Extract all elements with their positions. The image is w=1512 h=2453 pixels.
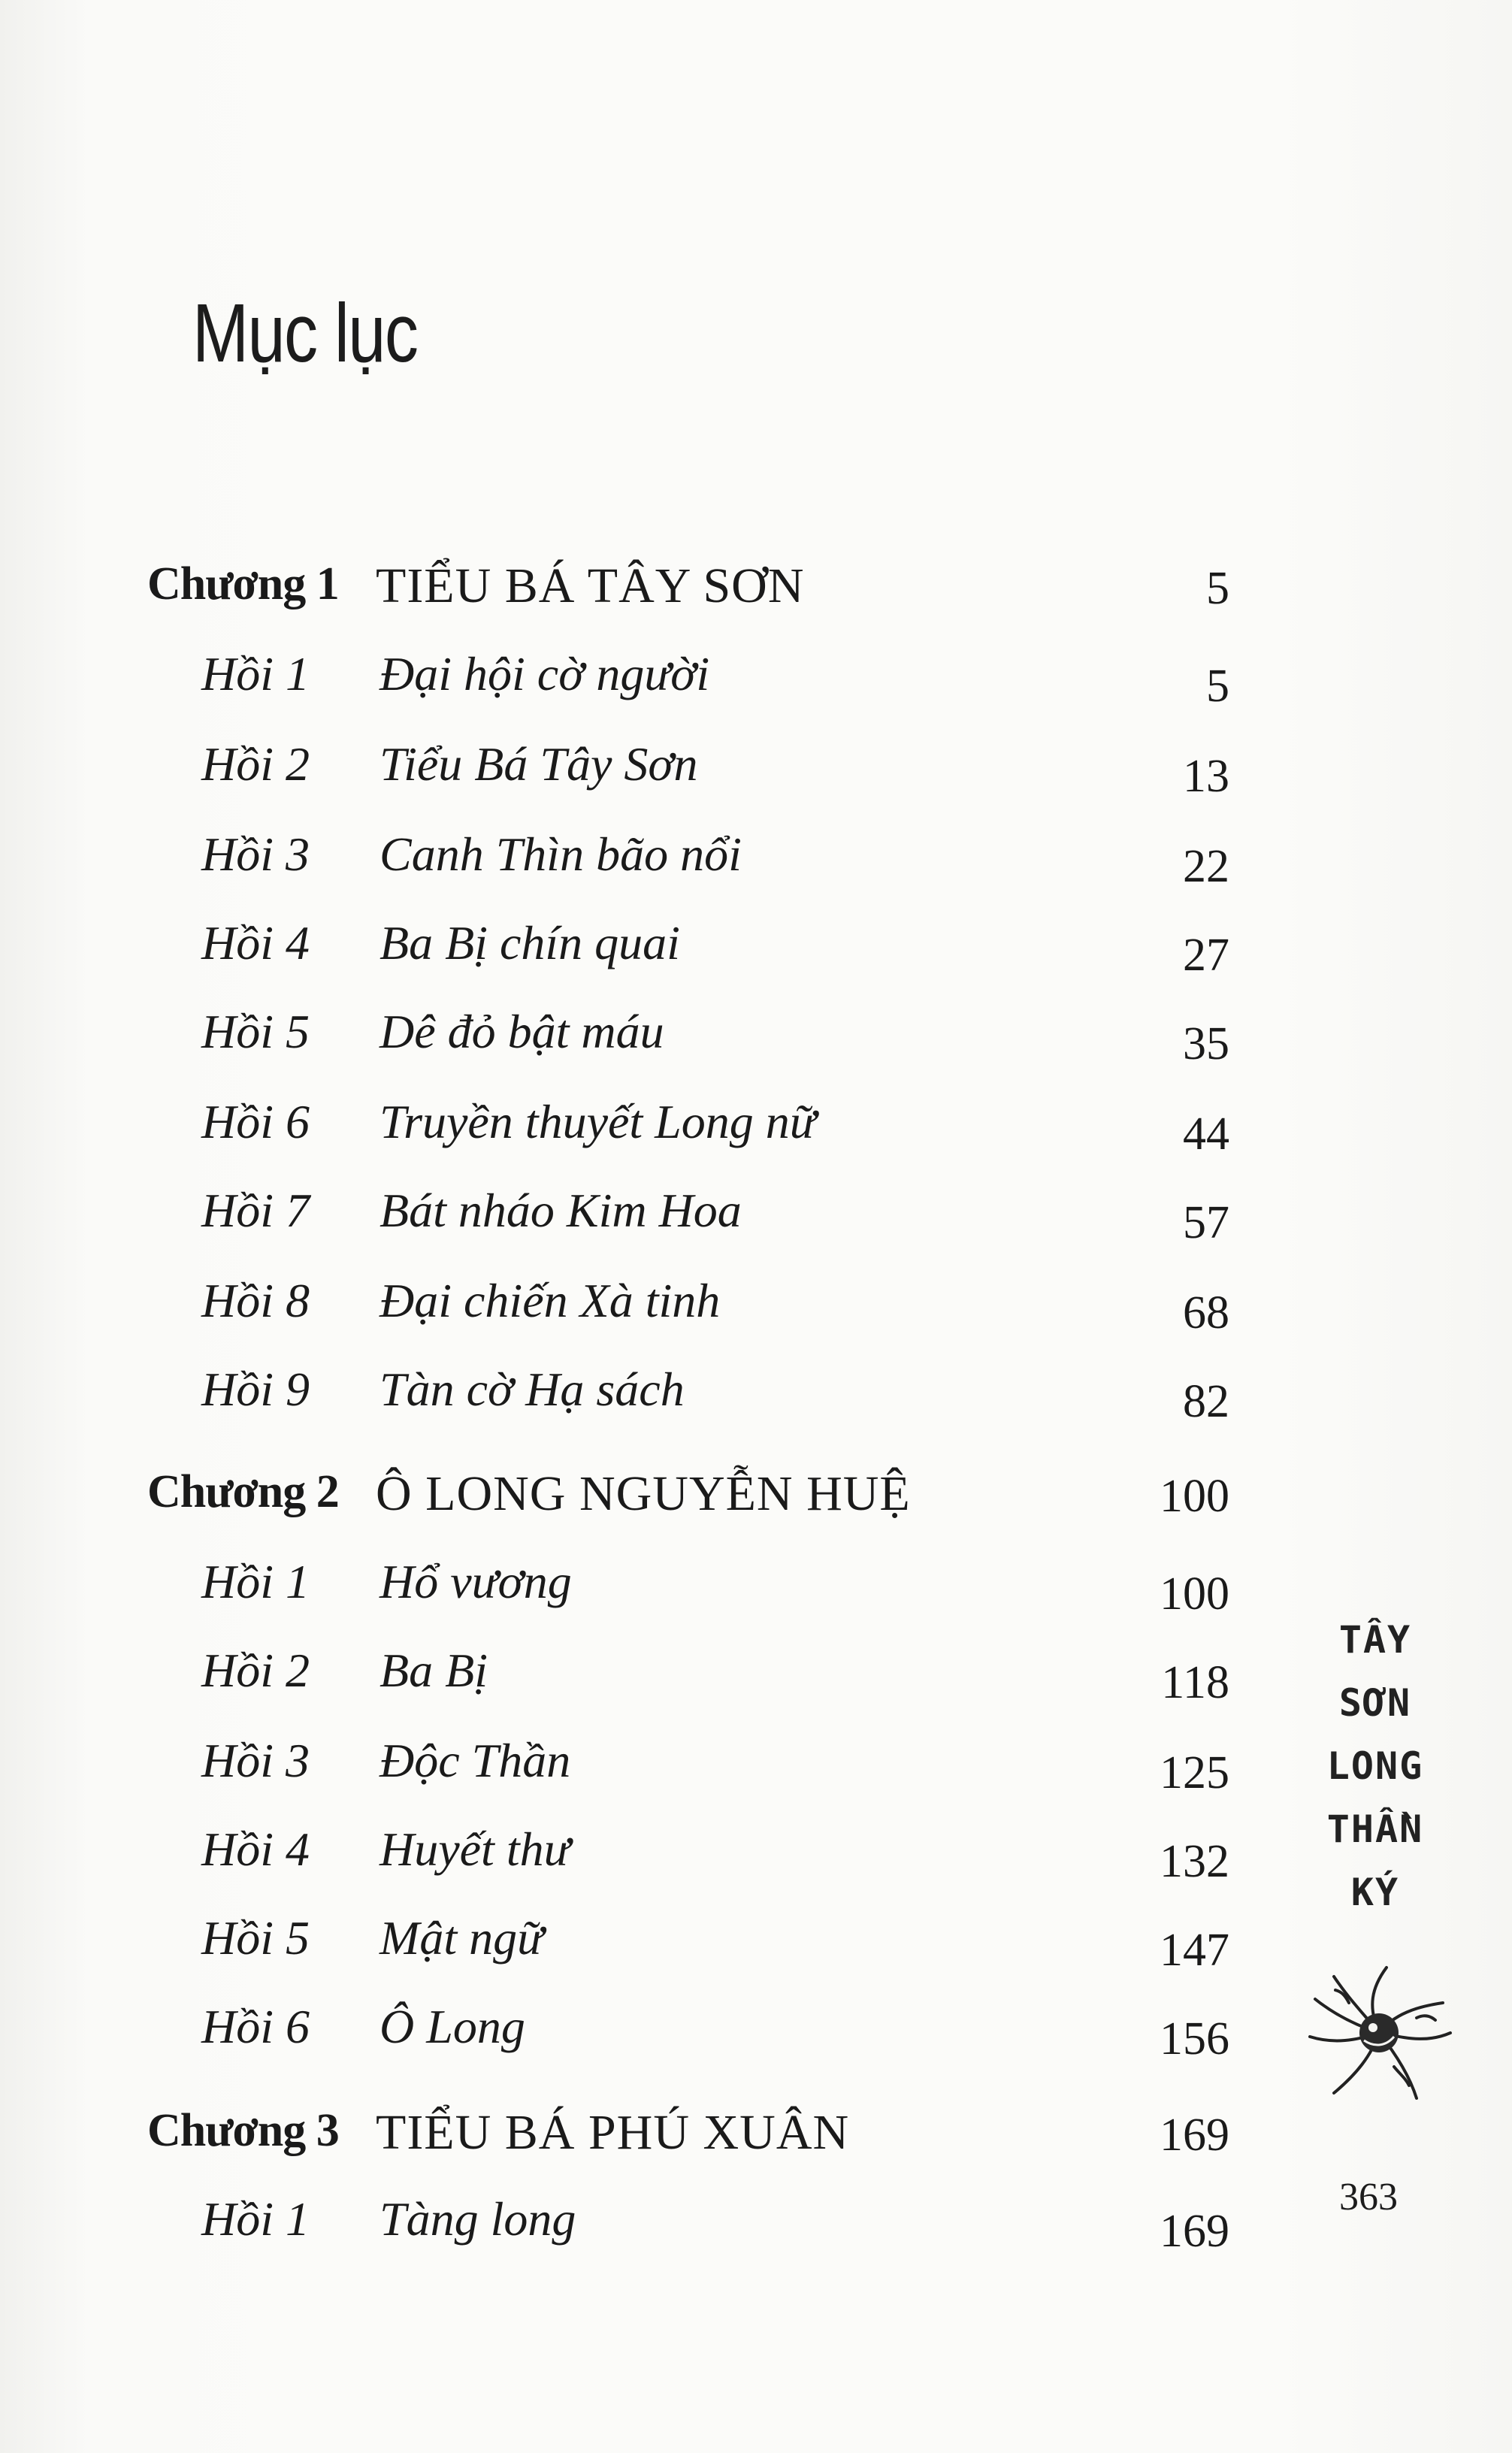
book-title-word: THẦN <box>1326 1807 1424 1851</box>
toc-title: Hổ vương <box>380 1555 572 1608</box>
toc-page: 132 <box>1160 1836 1229 1887</box>
toc-title: Đại chiến Xà tinh <box>380 1274 721 1327</box>
toc-label: Hồi 5 <box>201 1005 310 1058</box>
toc-item[interactable] <box>0 1094 1512 1169</box>
toc-label: Hồi 8 <box>201 1274 310 1327</box>
toc-item[interactable] <box>0 2191 1512 2267</box>
toc-item[interactable] <box>0 1733 1512 1808</box>
toc-page: 35 <box>1183 1018 1229 1069</box>
toc-page: 27 <box>1183 930 1229 981</box>
toc-page: 57 <box>1183 1197 1229 1248</box>
toc-title: TIỂU BÁ PHÚ XUÂN <box>376 2105 850 2160</box>
toc-chapter-3[interactable] <box>0 2104 1512 2179</box>
toc-page: 125 <box>1160 1747 1229 1798</box>
toc-page: 68 <box>1183 1287 1229 1338</box>
toc-label: Chương 1 <box>147 558 339 609</box>
toc-item[interactable] <box>0 1554 1512 1629</box>
toc-label: Hồi 9 <box>201 1363 310 1416</box>
toc-item[interactable] <box>0 1004 1512 1079</box>
toc-item[interactable] <box>0 915 1512 991</box>
toc-page: 147 <box>1160 1925 1229 1976</box>
toc-chapter-2[interactable] <box>0 1465 1512 1541</box>
toc-page: 13 <box>1183 751 1229 802</box>
toc-page: 22 <box>1183 841 1229 892</box>
dragon-emblem-icon <box>1304 1961 1454 2104</box>
toc-label: Hồi 3 <box>201 1734 310 1787</box>
toc-item[interactable] <box>0 1183 1512 1258</box>
toc-label: Hồi 7 <box>201 1184 310 1237</box>
book-title-word: TÂY <box>1338 1618 1412 1662</box>
toc-title: Huyết thư <box>380 1822 570 1876</box>
toc-title: Tiểu Bá Tây Sơn <box>380 737 698 791</box>
book-title-vertical <box>1308 1608 1443 1924</box>
toc-label: Chương 3 <box>147 2105 339 2156</box>
toc-label: Hồi 4 <box>201 916 310 969</box>
book-title-word: LONG <box>1326 1744 1424 1788</box>
toc-title: Đại hội cờ người <box>380 647 710 700</box>
toc-label: Hồi 1 <box>201 1555 310 1608</box>
toc-label: Hồi 6 <box>201 2000 310 2053</box>
toc-label: Hồi 3 <box>201 827 310 881</box>
toc-item[interactable] <box>0 1273 1512 1348</box>
toc-title: Mật ngữ <box>380 1911 543 1965</box>
toc-item[interactable] <box>0 737 1512 812</box>
toc-title: Tàng long <box>380 2192 576 2246</box>
toc-page: 100 <box>1160 1568 1229 1620</box>
page-number: 363 <box>1339 2176 1398 2219</box>
toc-title: Ba Bị chín quai <box>380 916 680 969</box>
toc-title: Ô LONG NGUYỄN HUỆ <box>376 1466 911 1521</box>
toc-title: Bát nháo Kim Hoa <box>380 1184 742 1237</box>
toc-item[interactable] <box>0 1822 1512 1897</box>
toc-page: 169 <box>1160 2206 1229 2257</box>
toc-label: Hồi 2 <box>201 1644 310 1697</box>
toc-item[interactable] <box>0 827 1512 902</box>
toc-label: Hồi 2 <box>201 737 310 791</box>
toc-title: Ba Bị <box>380 1644 488 1697</box>
toc-page: 169 <box>1160 2110 1229 2161</box>
toc-title: Ô Long <box>380 2000 525 2053</box>
toc-item[interactable] <box>0 646 1512 721</box>
toc-page: 5 <box>1206 661 1229 712</box>
toc-title: Độc Thần <box>380 1734 571 1787</box>
toc-page: 5 <box>1206 563 1229 614</box>
toc-page: 44 <box>1183 1109 1229 1160</box>
toc-page: 118 <box>1161 1657 1229 1708</box>
toc-title: Canh Thìn bão nổi <box>380 827 742 881</box>
toc-label: Hồi 6 <box>201 1095 310 1148</box>
toc-label: Hồi 1 <box>201 2192 310 2246</box>
toc-title: Tàn cờ Hạ sách <box>380 1363 685 1416</box>
toc-item[interactable] <box>0 1362 1512 1437</box>
toc-title: Dê đỏ bật máu <box>380 1005 664 1058</box>
toc-page: 156 <box>1160 2013 1229 2064</box>
toc-item[interactable] <box>0 1910 1512 1986</box>
toc-item[interactable] <box>0 1999 1512 2074</box>
toc-page: 82 <box>1183 1376 1229 1427</box>
toc-chapter-1[interactable] <box>0 558 1512 633</box>
toc-item[interactable] <box>0 1643 1512 1718</box>
toc-page: 100 <box>1160 1471 1229 1522</box>
book-title-word: SƠN <box>1338 1681 1412 1725</box>
book-title-word: KÝ <box>1350 1871 1400 1914</box>
toc-label: Chương 2 <box>147 1466 339 1517</box>
toc-title: Truyền thuyết Long nữ <box>380 1095 816 1148</box>
page-title: Mục lục <box>192 287 418 380</box>
toc-label: Hồi 5 <box>201 1911 310 1965</box>
toc-label: Hồi 4 <box>201 1822 310 1876</box>
toc-title: TIỂU BÁ TÂY SƠN <box>376 558 805 613</box>
toc-label: Hồi 1 <box>201 647 310 700</box>
